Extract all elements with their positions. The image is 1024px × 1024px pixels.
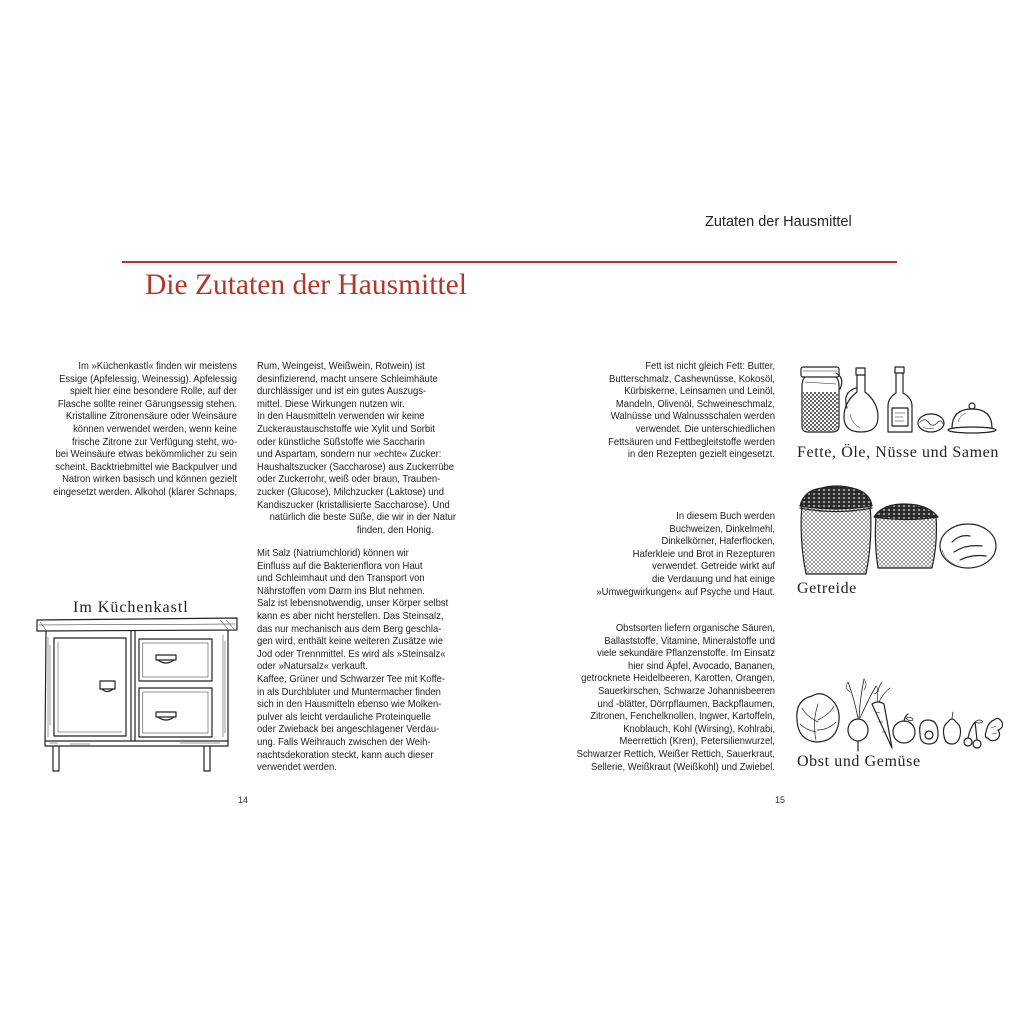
text-line: die Verdauung und hat einige (652, 572, 775, 585)
text-line: ung. Falls Weihrauch zwischen der Weih- (257, 735, 431, 748)
page-number-left: 14 (238, 795, 249, 805)
butter-dish-icon (948, 403, 996, 433)
lower-drawer-handle-icon (156, 712, 176, 720)
text-line: in als Durchbluter und Muntermacher finden (257, 685, 441, 698)
walnut-icon (918, 414, 944, 432)
text-line: Zitronen, Fenchelknollen, Ingwer, Kartoffeln, (590, 710, 775, 723)
page-number-right: 15 (775, 795, 786, 805)
text-line: und -blätter, Dörrpflaumen, Backpflaumen, (597, 697, 775, 710)
text-line: Obstsorten liefern organische Säuren, (615, 622, 775, 634)
text-line: Mit Salz (Natriumchlorid) können wir (257, 547, 409, 559)
text-line: Sauerkirschen, Schwarze Johannisbeeren (597, 684, 775, 697)
text-line: verwendet. Getreide wirkt auf (652, 560, 775, 573)
text-line: Jod oder Trennmittel. Es wird als »Steinsalz« (257, 647, 446, 660)
text-line: getrocknete Heidelbeeren, Karotten, Orangen, (581, 672, 775, 685)
running-header: Zutaten der Hausmittel (705, 214, 852, 230)
text-line: Kürbiskerne, Leinsamen und Leinöl, (624, 385, 775, 398)
carrot-icon (872, 682, 892, 748)
text-line: natürlich die beste Süße, die wir in der Natur (269, 511, 457, 524)
text-line: hier sind Äpfel, Avocado, Bananen, (628, 659, 775, 672)
text-line: Walnüsse und Walnussschalen werden (610, 410, 775, 423)
text-line: Natron wirken basisch und können gezielt (62, 473, 237, 486)
fats-illustration-label: Fette, Öle, Nüsse und Samen (797, 444, 999, 461)
text-line: Haushaltszucker (Saccharose) aus Zuckerrübe (257, 460, 454, 473)
text-line: oder Zwieback bei angeschlagener Verdau- (257, 723, 440, 736)
pear-icon (944, 712, 961, 744)
middle-column-paragraph-sugar (257, 360, 478, 536)
chapter-title: Die Zutaten der Hausmittel (145, 269, 467, 301)
text-line: Knoblauch, Kohl (Wirsing), Kohlrabi, (623, 722, 775, 735)
bottle-icon (888, 367, 912, 432)
text-line: und Schleimhaut und den Transport von (257, 572, 425, 585)
text-line: bei Weinsäure etwas bekömmlicher zu sein (55, 448, 238, 461)
text-line: Meerrettich (Kren), Petersilienwurzel, (619, 735, 775, 748)
fats-paragraph (568, 360, 775, 461)
cherries-icon (964, 720, 983, 748)
text-line: spielt hier eine besondere Rolle, auf der (69, 385, 237, 398)
door-handle-icon (100, 681, 115, 692)
text-line: eingesetzt werden. Alkohol (klarer Schnaps, (53, 485, 237, 498)
text-line: Fett ist nicht gleich Fett: Butter, (645, 360, 775, 372)
apple-icon (893, 714, 915, 743)
text-line: Dinkelkörner, Haferflocken, (661, 535, 775, 548)
text-line: Kandiszucker (kristallisierte Saccharose). Und (257, 498, 450, 511)
text-line: In diesem Buch werden (676, 510, 775, 522)
grains-paragraph (568, 510, 775, 598)
text-line: sich in den Hausmitteln ebenso wie Molken- (257, 698, 442, 711)
text-line: mittel. Diese Wirkungen nutzen wir. (257, 397, 405, 410)
cabinet-illustration-label: Im Küchenkastl (73, 599, 189, 616)
text-line: oder »Natursalz« verkauft. (257, 660, 368, 673)
text-line: viele sekundäre Pflanzenstoffe. Im Einsatz (597, 647, 775, 660)
text-line: scheint. Backtriebmittel wie Backpulver und (55, 460, 237, 473)
text-line: zucker (Glucose), Milchzucker (Laktose) und (257, 485, 444, 498)
kitchen-cabinet-illustration (30, 615, 245, 775)
text-line: das nur mechanisch aus dem Berg geschla- (257, 622, 442, 635)
avocado-icon (920, 720, 938, 744)
grain-sack-large-icon (800, 486, 872, 574)
text-line: Im »Küchenkastl« finden wir meistens (78, 360, 237, 372)
grain-sack-small-icon (874, 504, 938, 568)
text-line: gen wird, enthält keine weiteren Zusätze wie (257, 635, 443, 648)
text-line: Salz ist lebensnotwendig, unser Körper selbst (257, 597, 449, 610)
text-line: Ballaststoffe, Vitamine, Mineralstoffe und (604, 634, 775, 647)
text-line: Rum, Weingeist, Weißwein, Rotwein) ist (257, 360, 425, 372)
text-line: Haferkleie und Brot in Rezepturen (632, 547, 775, 560)
text-line: Schwarzer Rettich, Weißer Rettich, Sauerkraut, (576, 747, 775, 760)
cabinet-top (37, 618, 237, 631)
text-line: frische Zitrone zur Verfügung steht, wo- (72, 435, 237, 448)
text-line: in den Rezepten gezielt eingesetzt. (627, 448, 775, 461)
text-line: Kristalline Zitronensäure oder Weinsäure (65, 410, 237, 423)
text-line: Einfluss auf die Bakterienflora von Haut (257, 559, 423, 572)
grains-illustration (792, 484, 1004, 580)
text-line: Nährstoffen vom Darm ins Blut nehmen. (257, 584, 425, 597)
text-line: Mandeln, Olivenöl, Schweineschmalz, (615, 397, 775, 410)
upper-drawer-handle-icon (156, 655, 176, 663)
radish-icon (846, 679, 877, 751)
left-column-text (39, 360, 237, 499)
text-line: Sellerie, Weißkraut (Weißkohl) und Zwiebel. (591, 760, 775, 773)
text-line: Flasche sollte reiner Gärungsessig stehen. (57, 397, 237, 410)
text-line: oder Zuckerrohr, weiß oder braun, Trauben- (257, 473, 441, 486)
text-line: können verwendet werden, wenn keine (73, 422, 237, 435)
fruits-vegetables-illustration (792, 676, 1007, 754)
fruits-vegetables-paragraph (568, 622, 775, 773)
fruits-vegetables-illustration-label: Obst und Gemüse (797, 753, 921, 770)
text-line: verwendet. Die unterschiedlichen (635, 422, 775, 435)
text-line: Kaffee, Grüner und Schwarzer Tee mit Koffe- (257, 672, 446, 685)
text-line: und Aspartam, sondern nur »echte« Zucker: (257, 448, 442, 461)
text-line: Zuckeraustauschstoffe wie Xylit und Sorbit (257, 422, 435, 435)
text-line: »Umwegwirkungen« auf Psyche und Haut. (596, 585, 775, 598)
text-line: Buchweizen, Dinkelmehl, (669, 522, 775, 535)
text-line: nachtsdekoration steckt, kann auch dieser (257, 748, 434, 761)
cabinet-legs (53, 746, 210, 771)
text-line: Butterschmalz, Cashewnüsse, Kokosöl, (609, 372, 775, 385)
cabbage-icon (797, 694, 839, 742)
text-line: verwendet werden. (257, 761, 337, 774)
mason-jar-icon (801, 367, 842, 432)
ginger-icon (985, 718, 1002, 740)
text-line: durchlässiger und ist ein gutes Auszugs- (257, 385, 427, 398)
text-line: In den Hausmitteln verwenden wir keine (257, 410, 425, 423)
text-line: Essige (Apfelessig, Weinessig). Apfelessig (59, 372, 237, 385)
carafe-icon (844, 368, 878, 432)
bread-loaf-icon (940, 524, 996, 568)
text-line: pulver als leicht verdauliche Proteinquelle (257, 710, 431, 723)
title-rule (122, 261, 897, 263)
grains-illustration-label: Getreide (797, 580, 857, 597)
text-line: finden, den Honig. (356, 523, 434, 536)
text-line: Fettsäuren und Fettbegleitstoffe werden (608, 435, 775, 448)
text-line: desinfizierend, macht unsere Schleimhäute (257, 372, 438, 385)
middle-column-paragraph-salt (257, 547, 478, 774)
fats-oils-nuts-illustration (792, 362, 1004, 440)
text-line: kann es aber nicht herstellen. Das Steinsalz, (257, 609, 444, 622)
text-line: oder künstliche Süßstoffe wie Saccharin (257, 435, 425, 448)
